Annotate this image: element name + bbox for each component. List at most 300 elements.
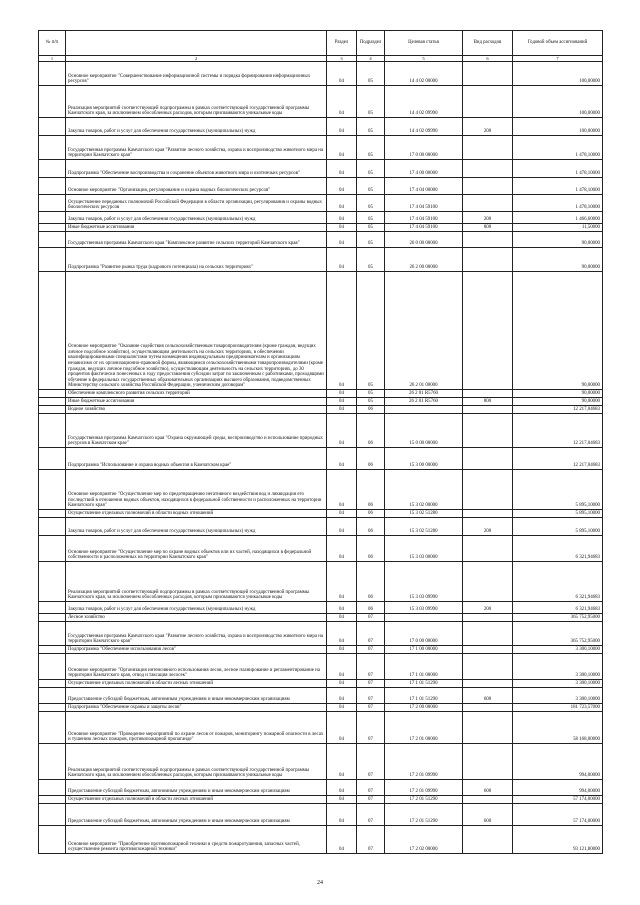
row-target: 26 2 01 00000: [385, 272, 463, 390]
row-name: Осуществление отдельных полномочий в области лесных отношений: [66, 796, 327, 804]
row-amount: 90,00000: [513, 248, 603, 272]
row-section: 04: [327, 602, 357, 614]
row-target: 17 2 02 00000: [385, 826, 463, 854]
row-target: 17 4 00 00000: [385, 160, 463, 178]
row-amount: 3 300,10000: [513, 680, 603, 688]
row-number: [39, 272, 66, 390]
row-subsection: 05: [357, 195, 385, 212]
row-kind: [463, 646, 513, 654]
row-number: [39, 712, 66, 744]
row-number: [39, 86, 66, 118]
row-target: 17 0 00 00000: [385, 136, 463, 160]
row-section: 04: [327, 136, 357, 160]
row-section: 04: [327, 118, 357, 136]
row-name: Основное мероприятие "Приобретение противопожарной техники и средств пожаротушения, запасных частей, осуществление ремонта противопожарной техники": [66, 826, 327, 854]
row-subsection: 05: [357, 390, 385, 398]
header-amount: Годовой объем ассигнований: [513, 31, 603, 56]
row-target: 26 2 00 00000: [385, 248, 463, 272]
row-subsection: 07: [357, 646, 385, 654]
row-kind: [463, 195, 513, 212]
row-name: Закупка товаров, работ и услуг для обеспечения государственных (муниципальных) нужд: [66, 118, 327, 136]
row-kind: [463, 406, 513, 414]
row-amount: 994,00000: [513, 780, 603, 796]
table-row: [39, 86, 603, 118]
row-subsection: 05: [357, 272, 385, 390]
row-number: [39, 414, 66, 448]
row-subsection: 05: [357, 136, 385, 160]
row-kind: 200: [463, 518, 513, 536]
row-subsection: 07: [357, 704, 385, 712]
table-row: [39, 390, 603, 398]
row-name: Осуществление отдельных полномочий в области водных отношений: [66, 510, 327, 518]
table-row: [39, 414, 603, 448]
row-number: [39, 614, 66, 622]
row-name: Осуществление переданных полномочий Российской Федерации в области организации, регулирования и охраны водных биологических ресурсов: [66, 195, 327, 212]
row-section: 04: [327, 195, 357, 212]
table-row: [39, 680, 603, 688]
table-row: [39, 62, 603, 86]
page-number: 24: [317, 880, 323, 886]
row-name: Основное мероприятие "Осуществление мер по предотвращению негативного воздействия вод и ликвидации его последствий в отношении водных объектов, находящихся в федеральной собственности и расположенных на территории Камчатского края": [66, 470, 327, 510]
row-amount: 100,00000: [513, 62, 603, 86]
row-number: [39, 688, 66, 704]
row-kind: [463, 248, 513, 272]
row-target: 15 3 03 00000: [385, 536, 463, 562]
row-kind: 600: [463, 804, 513, 826]
row-section: 04: [327, 224, 357, 232]
row-name: Подпрограмма "Обеспечение использования лесов": [66, 646, 327, 654]
row-number: [39, 680, 66, 688]
row-kind: [463, 796, 513, 804]
row-section: 04: [327, 646, 357, 654]
row-amount: 1 478,10000: [513, 178, 603, 195]
row-number: [39, 160, 66, 178]
row-subsection: 05: [357, 398, 385, 406]
row-number: [39, 232, 66, 248]
header-section: Раздел: [327, 31, 357, 56]
row-name: Государственная программа Камчатского края "Комплексное развитие сельских территорий Камчатского края": [66, 232, 327, 248]
row-number: [39, 518, 66, 536]
row-name: Иные бюджетные ассигнования: [66, 398, 327, 406]
table-row: [39, 704, 603, 712]
table-row: [39, 406, 603, 414]
row-number: [39, 178, 66, 195]
row-name: Реализация мероприятий соответствующей подпрограммы в рамках соответствующей государственной программы Камчатского края, за исключением обособленных расходов, которым присваиваются уникальные коды: [66, 562, 327, 602]
row-subsection: 07: [357, 680, 385, 688]
column-number: 4: [357, 56, 385, 62]
column-number: 3: [327, 56, 357, 62]
row-amount: 6 321,94683: [513, 562, 603, 602]
row-kind: [463, 178, 513, 195]
row-kind: [463, 448, 513, 470]
row-number: [39, 212, 66, 224]
column-number: 2: [66, 56, 327, 62]
row-target: 15 0 00 00000: [385, 414, 463, 448]
row-amount: 12 217,04683: [513, 448, 603, 470]
row-target: 17 1 00 00000: [385, 646, 463, 654]
row-subsection: 07: [357, 622, 385, 646]
row-target: 26 2 01 R5760: [385, 398, 463, 406]
row-target: 17 2 01 09990: [385, 744, 463, 780]
row-subsection: 05: [357, 86, 385, 118]
row-subsection: 05: [357, 248, 385, 272]
budget-table: [38, 30, 603, 854]
row-section: 04: [327, 272, 357, 390]
header-name: [66, 31, 327, 56]
row-subsection: 07: [357, 780, 385, 796]
row-subsection: 06: [357, 470, 385, 510]
row-amount: 3 300,10000: [513, 654, 603, 680]
table-row: [39, 224, 603, 232]
row-kind: 800: [463, 224, 513, 232]
row-target: [385, 406, 463, 414]
row-target: 17 0 00 00000: [385, 622, 463, 646]
row-target: 17 2 01 09990: [385, 780, 463, 796]
row-kind: [463, 536, 513, 562]
table-row: [39, 804, 603, 826]
table-row: [39, 272, 603, 390]
row-number: [39, 118, 66, 136]
row-target: 17 1 01 51290: [385, 688, 463, 704]
row-amount: 3 300,10000: [513, 688, 603, 704]
row-amount: 11,50000: [513, 224, 603, 232]
row-kind: [463, 232, 513, 248]
row-number: [39, 622, 66, 646]
row-number: [39, 406, 66, 414]
row-target: 17 1 01 00000: [385, 654, 463, 680]
row-number: [39, 704, 66, 712]
row-kind: [463, 62, 513, 86]
row-subsection: 07: [357, 744, 385, 780]
row-subsection: 05: [357, 118, 385, 136]
row-target: 14 4 02 09990: [385, 86, 463, 118]
row-subsection: 05: [357, 62, 385, 86]
row-amount: 100,00000: [513, 118, 603, 136]
column-number: 7: [513, 56, 603, 62]
row-amount: 57 174,00000: [513, 796, 603, 804]
table-row: [39, 398, 603, 406]
row-number: [39, 646, 66, 654]
row-amount: 1 466,60000: [513, 212, 603, 224]
row-section: 04: [327, 232, 357, 248]
column-number: 6: [463, 56, 513, 62]
row-name: Основное мероприятие "Организация, регулирование и охрана водных биологических ресурсов": [66, 178, 327, 195]
table-row: [39, 826, 603, 854]
row-number: [39, 744, 66, 780]
table-row: [39, 470, 603, 510]
table-row: [39, 602, 603, 614]
row-subsection: 07: [357, 654, 385, 680]
row-amount: 100,00000: [513, 86, 603, 118]
row-subsection: 07: [357, 796, 385, 804]
row-amount: 5 895,10000: [513, 470, 603, 510]
row-name: Предоставление субсидий бюджетным, автономным учреждениям и иным некоммерческим организациям: [66, 688, 327, 704]
row-subsection: 06: [357, 518, 385, 536]
row-name: Подпрограмма "Использование и охрана водных объектов в Камчатском крае": [66, 448, 327, 470]
row-target: 26 2 01 R5760: [385, 390, 463, 398]
column-number: 5: [385, 56, 463, 62]
row-section: 04: [327, 712, 357, 744]
row-number: [39, 136, 66, 160]
row-amount: 5 895,10000: [513, 510, 603, 518]
table-row: [39, 712, 603, 744]
row-target: 17 1 01 51290: [385, 680, 463, 688]
row-number: [39, 62, 66, 86]
row-subsection: 07: [357, 804, 385, 826]
row-amount: 994,00000: [513, 744, 603, 780]
row-section: 04: [327, 248, 357, 272]
table-row: [39, 178, 603, 195]
row-section: 04: [327, 406, 357, 414]
row-number: [39, 826, 66, 854]
row-amount: 6 321,94683: [513, 602, 603, 614]
row-amount: 58 168,00000: [513, 712, 603, 744]
row-subsection: 06: [357, 536, 385, 562]
table-row: [39, 518, 603, 536]
row-subsection: 05: [357, 232, 385, 248]
row-kind: 200: [463, 602, 513, 614]
row-kind: [463, 712, 513, 744]
row-section: 04: [327, 688, 357, 704]
row-subsection: 05: [357, 178, 385, 195]
header-subsection: Подраздел: [357, 31, 385, 56]
row-target: 15 3 03 09990: [385, 602, 463, 614]
row-target: 17 4 04 59100: [385, 224, 463, 232]
table-row: [39, 232, 603, 248]
row-section: 04: [327, 178, 357, 195]
row-name: Осуществление отдельных полномочий в области лесных отношений: [66, 680, 327, 688]
row-section: 04: [327, 536, 357, 562]
row-name: Обеспечение комплексного развития сельских территорий: [66, 390, 327, 398]
table-row: [39, 646, 603, 654]
row-section: 04: [327, 448, 357, 470]
row-number: [39, 654, 66, 680]
row-target: 17 2 01 51290: [385, 804, 463, 826]
table-row: [39, 160, 603, 178]
row-name: Государственная программа Камчатского края "Охрана окружающей среды, воспроизводство и использование природных ресурсов в Камчатском крае": [66, 414, 327, 448]
row-subsection: 07: [357, 826, 385, 854]
row-amount: 90,00000: [513, 272, 603, 390]
row-number: [39, 398, 66, 406]
row-name: Закупка товаров, работ и услуг для обеспечения государственных (муниципальных) нужд: [66, 212, 327, 224]
row-name: Основное мероприятие "Организация интенсивного использования лесов, лесное планирование и регламентирование на территории Камчатского края, отвод и таксация лесосек": [66, 654, 327, 680]
row-target: 17 2 00 00000: [385, 704, 463, 712]
table-row: [39, 780, 603, 796]
row-kind: [463, 744, 513, 780]
row-number: [39, 562, 66, 602]
row-section: 04: [327, 62, 357, 86]
row-number: [39, 780, 66, 796]
row-name: Закупка товаров, работ и услуг для обеспечения государственных (муниципальных) нужд: [66, 602, 327, 614]
row-target: 14 4 02 00000: [385, 62, 463, 86]
table-row: [39, 614, 603, 622]
table-row: [39, 212, 603, 224]
row-target: 26 0 00 00000: [385, 232, 463, 248]
row-kind: [463, 470, 513, 510]
row-name: Реализация мероприятий соответствующей подпрограммы в рамках соответствующей государственной программы Камчатского края, за исключением обособленных расходов, которым присваиваются уникальные коды: [66, 744, 327, 780]
row-amount: 181 723,57000: [513, 704, 603, 712]
row-section: 04: [327, 654, 357, 680]
row-kind: 800: [463, 398, 513, 406]
table-row: [39, 510, 603, 518]
row-name: Реализация мероприятий соответствующей подпрограммы в рамках соответствующей государственной программы Камчатского края, за исключением обособленных расходов, которым присваиваются уникальные коды: [66, 86, 327, 118]
row-name: Основное мероприятие "Совершенствование информационной системы и порядка формирования информационных ресурсов": [66, 62, 327, 86]
column-number: 1: [39, 56, 66, 62]
row-number: [39, 602, 66, 614]
row-number: [39, 796, 66, 804]
row-section: 04: [327, 414, 357, 448]
row-kind: [463, 510, 513, 518]
row-amount: 6 321,94683: [513, 536, 603, 562]
row-kind: [463, 136, 513, 160]
row-kind: [463, 826, 513, 854]
header-number: № п/п: [39, 31, 66, 56]
row-target: 15 3 02 51280: [385, 510, 463, 518]
row-section: 04: [327, 470, 357, 510]
row-amount: 365 752,95000: [513, 614, 603, 622]
row-subsection: 07: [357, 614, 385, 622]
row-kind: [463, 414, 513, 448]
row-subsection: 05: [357, 224, 385, 232]
row-name: Государственная программа Камчатского края "Развитие лесного хозяйства, охрана и воспроизводство животного мира на территории Камчатского края": [66, 622, 327, 646]
row-kind: [463, 272, 513, 390]
row-kind: [463, 160, 513, 178]
row-number: [39, 390, 66, 398]
row-kind: [463, 614, 513, 622]
row-name: Подпрограмма "Обеспечение охраны и защиты лесов": [66, 704, 327, 712]
row-section: 04: [327, 160, 357, 178]
row-section: 04: [327, 622, 357, 646]
row-number: [39, 804, 66, 826]
row-number: [39, 510, 66, 518]
row-section: 04: [327, 796, 357, 804]
row-amount: 57 174,00000: [513, 804, 603, 826]
row-amount: 1 478,10000: [513, 136, 603, 160]
row-kind: [463, 622, 513, 646]
row-amount: 1 478,10000: [513, 160, 603, 178]
row-target: 17 4 04 59100: [385, 195, 463, 212]
row-subsection: 06: [357, 562, 385, 602]
row-section: 04: [327, 680, 357, 688]
table-row: [39, 536, 603, 562]
row-amount: 365 752,95000: [513, 622, 603, 646]
table-row: [39, 136, 603, 160]
row-kind: 200: [463, 118, 513, 136]
row-kind: [463, 704, 513, 712]
row-target: 15 3 00 00000: [385, 448, 463, 470]
row-section: 04: [327, 704, 357, 712]
row-name: Основное мероприятие "Проведение мероприятий по охране лесов от пожаров, мониторингу пожарной опасности в лесах и тушению лесных пожаров, противопожарной пропаганде": [66, 712, 327, 744]
table-row: [39, 195, 603, 212]
row-section: 04: [327, 780, 357, 796]
row-kind: 600: [463, 688, 513, 704]
header-target: Целевая статья: [385, 31, 463, 56]
row-section: 04: [327, 390, 357, 398]
table-row: [39, 562, 603, 602]
row-section: 04: [327, 518, 357, 536]
table-row: [39, 448, 603, 470]
row-kind: [463, 390, 513, 398]
row-amount: 12 217,04683: [513, 414, 603, 448]
row-number: [39, 248, 66, 272]
table-row: [39, 248, 603, 272]
row-amount: 12 217,04683: [513, 406, 603, 414]
row-name: Подпрограмма "Развитие рынка труда (кадрового потенциала) на сельских территориях": [66, 248, 327, 272]
header-kind: Вид расходов: [463, 31, 513, 56]
row-amount: 90,00000: [513, 398, 603, 406]
row-section: 04: [327, 744, 357, 780]
row-target: 17 2 01 00000: [385, 712, 463, 744]
row-subsection: 05: [357, 160, 385, 178]
row-number: [39, 195, 66, 212]
table-row: [39, 744, 603, 780]
row-name: Подпрограмма "Обеспечение воспроизводства и сохранение объектов животного мира и охотничьих ресурсов": [66, 160, 327, 178]
row-number: [39, 470, 66, 510]
row-amount: 3 300,10000: [513, 646, 603, 654]
row-subsection: 07: [357, 712, 385, 744]
row-target: [385, 614, 463, 622]
row-section: 04: [327, 86, 357, 118]
row-subsection: 06: [357, 406, 385, 414]
row-kind: [463, 680, 513, 688]
row-name: Предоставление субсидий бюджетным, автономным учреждениям и иным некоммерческим организациям: [66, 804, 327, 826]
row-section: 04: [327, 398, 357, 406]
row-kind: 200: [463, 212, 513, 224]
row-name: Иные бюджетные ассигнования: [66, 224, 327, 232]
row-section: 04: [327, 212, 357, 224]
table-row: [39, 688, 603, 704]
row-subsection: 06: [357, 602, 385, 614]
row-amount: 93 121,80000: [513, 826, 603, 854]
row-name: Основное мероприятие "Оказание содействия сельскохозяйственным товаропроизводителям (кроме граждан, ведущих личное подсобное хозяйство), осуществляющим деятельность на сельских территориях, в обеспечении квалифицированными специалистами путем возмещения индивидуальным предпринимателям и организациям независимо от их организационно-правовой формы, являющимся сельскохозяйственными товаропроизводителями (кроме граждан, ведущих личное подсобное хозяйство), осуществляющим деятельность на сельских территориях, до 30 процентов фактически понесенных в году предоставления субсидии затрат по заключенным с работниками, проходящими обучение в федеральных государственных образовательных организациях высшего образования, подведомственных Министерству сельского хозяйства Российской Федерации, ученическим договорам": [66, 272, 327, 390]
table-row: [39, 796, 603, 804]
row-name: Лесное хозяйство: [66, 614, 327, 622]
row-subsection: 06: [357, 448, 385, 470]
row-name: Предоставление субсидий бюджетным, автономным учреждениям и иным некоммерческим организациям: [66, 780, 327, 796]
row-subsection: 07: [357, 688, 385, 704]
row-kind: 600: [463, 780, 513, 796]
row-subsection: 05: [357, 212, 385, 224]
row-target: 17 2 01 51290: [385, 796, 463, 804]
row-target: 15 3 02 00000: [385, 470, 463, 510]
row-target: 17 4 04 00000: [385, 178, 463, 195]
row-number: [39, 536, 66, 562]
row-section: 04: [327, 804, 357, 826]
row-amount: 1 478,10000: [513, 195, 603, 212]
row-target: 14 4 02 09990: [385, 118, 463, 136]
row-section: 04: [327, 826, 357, 854]
row-amount: 90,00000: [513, 390, 603, 398]
row-name: Закупка товаров, работ и услуг для обеспечения государственных (муниципальных) нужд: [66, 518, 327, 536]
row-name: Основное мероприятие "Осуществление мер по охране водных объектов или их частей, находящихся в федеральной собственности и расположенных на территории Камчатского края": [66, 536, 327, 562]
row-amount: 90,00000: [513, 232, 603, 248]
row-target: 15 3 02 51280: [385, 518, 463, 536]
row-amount: 5 895,10000: [513, 518, 603, 536]
row-section: 04: [327, 562, 357, 602]
row-kind: [463, 86, 513, 118]
row-name: Водное хозяйство: [66, 406, 327, 414]
row-target: 15 3 03 09990: [385, 562, 463, 602]
row-section: 04: [327, 614, 357, 622]
table-row: [39, 654, 603, 680]
row-subsection: 06: [357, 414, 385, 448]
row-name: Государственная программа Камчатского края "Развитие лесного хозяйства, охрана и воспроизводство животного мира на территории Камчатского края": [66, 136, 327, 160]
table-row: [39, 118, 603, 136]
table-row: [39, 622, 603, 646]
row-number: [39, 224, 66, 232]
row-target: 17 4 04 59100: [385, 212, 463, 224]
row-section: 04: [327, 510, 357, 518]
